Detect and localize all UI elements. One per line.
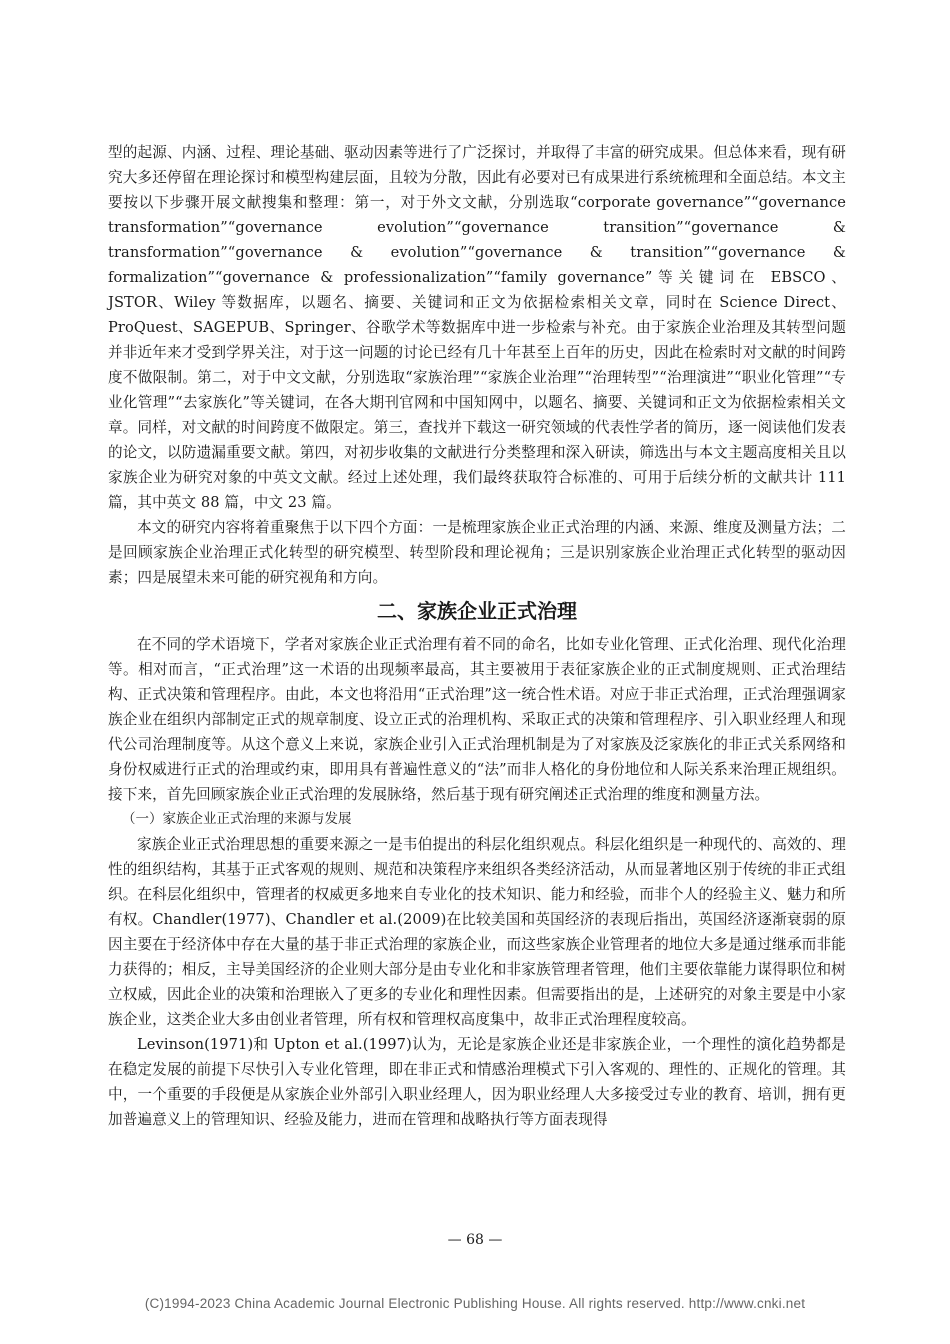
copyright-footer: (C)1994-2023 China Academic Journal Electronic Publishing House. All rights reserved. http://www.cnki.net bbox=[144, 1296, 806, 1311]
body-paragraph: 本文的研究内容将着重聚焦于以下四个方面：一是梳理家族企业正式治理的内涵、来源、维度及测量方法；二是回顾家族企业治理正式化转型的研究模型、转型阶段和理论视角；三是识别家族企业治理正式化转型的驱动因素；四是展望未来可能的研究视角和方向。 bbox=[108, 519, 846, 586]
body-paragraph: 型的起源、内涵、过程、理论基础、驱动因素等进行了广泛探讨，并取得了丰富的研究成果。但总体来看，现有研究大多还停留在理论探讨和模型构建层面，且较为分散，因此有必要对已有成果进行系统梳理和全面总结。本文主要按以下步骤开展文献搜集和整理：第一，对于外文文献，分别选取“corporate governance”“governance transformation”“governance evolution”“governance transition”“governance & transformation”“governance & evolution”“governance & transition”“governance & formalization”“governance & professionalization”“family governance”等关键词在 EBSCO、JSTOR、Wiley 等数据库，以题名、摘要、关键词和正文为依据检索相关文章，同时在 Science Direct、ProQuest、SAGEPUB、Springer、谷歌学术等数据库中进一步检索与补充。由于家族企业治理及其转型问题并非近年来才受到学界关注，对于这一问题的讨论已经有几十年甚至上百年的历史，因此在检索时对文献的时间跨度不做限制。第二，对于中文文献，分别选取“家族治理”“家族企业治理”“治理转型”“治理演进”“职业化管理”“专业化管理”“去家族化”等关键词，在各大期刊官网和中国知网中，以题名、摘要、关键词和正文为依据检索相关文章。同样，对文献的时间跨度不做限定。第三，查找并下载这一研究领域的代表性学者的简历，逐一阅读他们发表的论文，以防遗漏重要文献。第四，对初步收集的文献进行分类整理和深入研读，筛选出与本文主题高度相关且以家族企业为研究对象的中英文文献。经过上述处理，我们最终获取符合标准的、可用于后续分析的文献共计 111 篇，其中英文 88 篇，中文 23 篇。 bbox=[108, 144, 846, 511]
section-heading: 二、家族企业正式治理 bbox=[377, 599, 577, 623]
page-body bbox=[108, 140, 846, 1132]
body-paragraph: Levinson(1971)和 Upton et al.(1997)认为，无论是家族企业还是非家族企业，一个理性的演化趋势都是在稳定发展的前提下尽快引入专业化管理，即在非正式和情感治理模式下引入客观的、理性的、正规化的管理。其中，一个重要的手段便是从家族企业外部引入职业经理人，因为职业经理人大多接受过专业的教育、培训，拥有更加普遍意义上的管理知识、经验及能力，进而在管理和战略执行等方面表现得 bbox=[108, 1036, 846, 1128]
subsection-heading: （一）家族企业正式治理的来源与发展 bbox=[122, 811, 352, 827]
body-paragraph: 在不同的学术语境下，学者对家族企业正式治理有着不同的命名，比如专业化管理、正式化治理、现代化治理等。相对而言，“正式治理”这一术语的出现频率最高，其主要被用于表征家族企业的正式制度规则、正式治理结构、正式决策和管理程序。由此，本文也将沿用“正式治理”这一统合性术语。对应于非正式治理，正式治理强调家族企业在组织内部制定正式的规章制度、设立正式的治理机构、采取正式的决策和管理程序、引入职业经理人和现代公司治理制度等。从这个意义上来说，家族企业引入正式治理机制是为了对家族及泛家族化的非正式关系网络和身份权威进行正式的治理或约束，即用具有普遍性意义的“法”而非人格化的身份地位和人际关系来治理正规组织。接下来，首先回顾家族企业正式治理的发展脉络，然后基于现有研究阐述正式治理的维度和测量方法。 bbox=[108, 636, 846, 803]
page-number: — 68 — bbox=[447, 1232, 503, 1248]
body-paragraph: 家族企业正式治理思想的重要来源之一是韦伯提出的科层化组织观点。科层化组织是一种现代的、高效的、理性的组织结构，其基于正式客观的规则、规范和决策程序来组织各类经济活动，从而显著地区别于传统的非正式组织。在科层化组织中，管理者的权威更多地来自专业化的技术知识、能力和经验，而非个人的经验主义、魅力和所有权。Chandler(1977)、Chandler et al.(2009)在比较美国和英国经济的表现后指出，英国经济逐渐衰弱的原因主要在于经济体中存在大量的基于非正式治理的家族企业，而这些家族企业管理者的地位大多是通过继承而非能力获得的；相反，主导美国经济的企业则大部分是由专业化和非家族管理者管理，他们主要依靠能力谋得职位和树立权威，因此企业的决策和治理嵌入了更多的专业化和理性因素。但需要指出的是，上述研究的对象主要是中小家族企业，这类企业大多由创业者管理，所有权和管理权高度集中，故非正式治理程度较高。 bbox=[108, 836, 846, 1028]
